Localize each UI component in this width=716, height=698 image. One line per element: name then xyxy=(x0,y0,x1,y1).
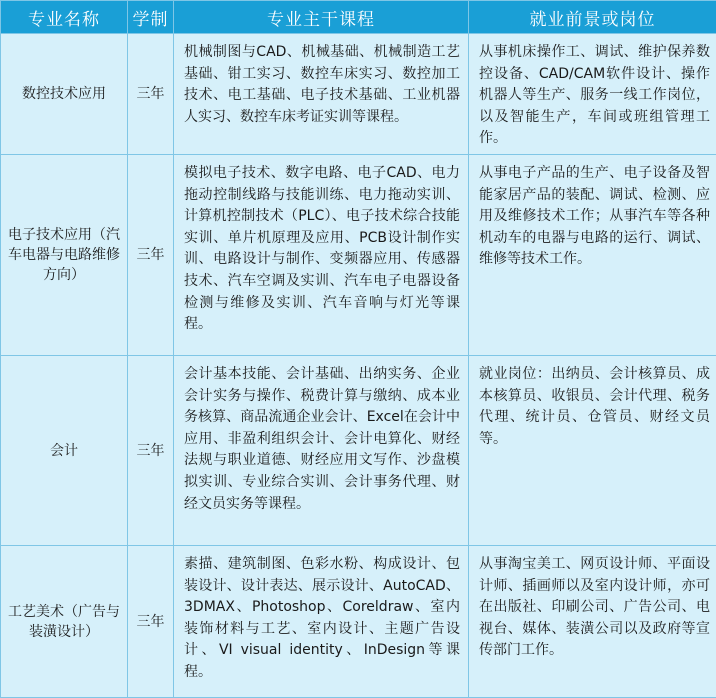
courses: 素描、建筑制图、色彩水粉、构成设计、包装设计、设计表达、展示设计、AutoCAD、3DMAX、Photoshop、Coreldraw、室内装饰材料与工艺、室内设计、主题广告设计、VI visual identity、InDesign等课程。 xyxy=(174,546,469,698)
major-name: 工艺美术（广告与装潢设计） xyxy=(1,546,128,698)
courses: 会计基本技能、会计基础、出纳实务、企业会计实务与操作、税费计算与缴纳、成本业务核算、商品流通企业会计、Excel在会计中应用、非盈利组织会计、会计电算化、财经法规与职业道德、财经应用文写作、沙盘模拟实训、专业综合实训、会计事务代理、财经文员实务等课程。 xyxy=(174,356,469,546)
table-row xyxy=(1,546,716,698)
header-jobs: 就业前景或岗位 xyxy=(469,1,716,34)
table-header-row xyxy=(1,1,716,34)
jobs: 从事淘宝美工、网页设计师、平面设计师、插画师以及室内设计师，亦可在出版社、印刷公司、广告公司、电视台、媒体、装潢公司以及政府等宣传部门工作。 xyxy=(469,546,716,698)
major-name: 数控技术应用 xyxy=(1,34,128,155)
courses: 模拟电子技术、数字电路、电子CAD、电力拖动控制线路与技能训练、电力拖动实训、计算机控制技术（PLC）、电子技术综合技能实训、单片机原理及应用、PCB设计制作实训、电路设计与制作、变频器应用、传感器技术、汽车空调及实训、汽车电子电器设备检测与维修及实训、汽车音响与灯光等课程。 xyxy=(174,155,469,356)
jobs: 从事机床操作工、调试、维护保养数控设备、CAD/CAM软件设计、操作机器人等生产、服务一线工作岗位，以及智能生产，车间或班组管理工作。 xyxy=(469,34,716,155)
jobs: 从事电子产品的生产、电子设备及智能家居产品的装配、调试、检测、应用及维修技术工作；从事汽车等各种机动车的电器与电路的运行、调试、维修等技术工作。 xyxy=(469,155,716,356)
table-row xyxy=(1,155,716,356)
duration: 三年 xyxy=(128,34,174,155)
table-row xyxy=(1,34,716,155)
header-courses: 专业主干课程 xyxy=(174,1,469,34)
header-major: 专业名称 xyxy=(1,1,128,34)
duration: 三年 xyxy=(128,546,174,698)
table-row xyxy=(1,356,716,546)
header-duration: 学制 xyxy=(128,1,174,34)
duration: 三年 xyxy=(128,155,174,356)
courses: 机械制图与CAD、机械基础、机械制造工艺基础、钳工实习、数控车床实习、数控加工技术、电工基础、电子技术基础、工业机器人实习、数控车床考证实训等课程。 xyxy=(174,34,469,155)
major-name: 电子技术应用（汽车电器与电路维修方向） xyxy=(1,155,128,356)
major-name: 会计 xyxy=(1,356,128,546)
duration: 三年 xyxy=(128,356,174,546)
jobs: 就业岗位：出纳员、会计核算员、成本核算员、收银员、会计代理、税务代理、统计员、仓管员、财经文员等。 xyxy=(469,356,716,546)
